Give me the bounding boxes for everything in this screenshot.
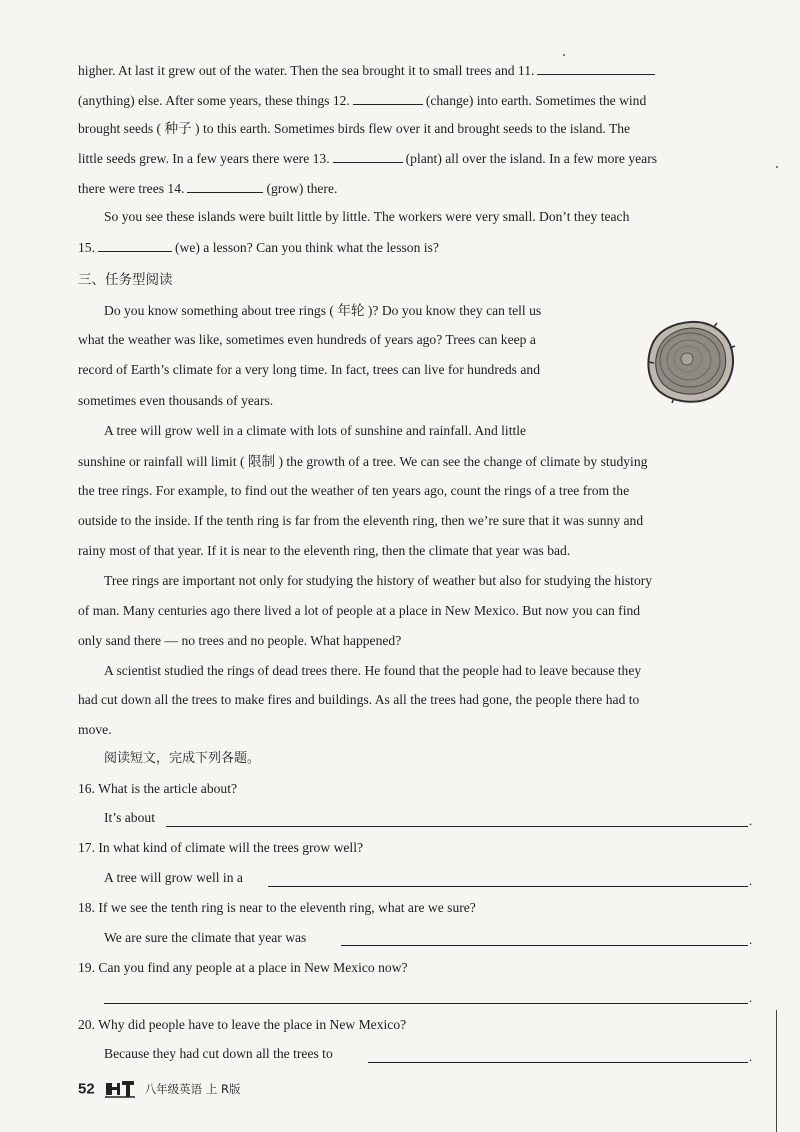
- reading-line: A scientist studied the rings of dead trees there. He found that the people had to leave because they: [104, 663, 642, 678]
- answer-line-16[interactable]: [166, 826, 748, 827]
- question-19: 19. Can you find any people at a place in New Mexico now?: [78, 960, 408, 975]
- blank-11[interactable]: [537, 60, 655, 75]
- answer-end-mark: .: [749, 813, 753, 828]
- scan-speck: [563, 54, 565, 56]
- brand-logo-icon: [103, 1078, 137, 1100]
- blank-15[interactable]: [98, 237, 172, 252]
- reading-line: rainy most of that year. If it is near to the eleventh ring, then the climate that year was bad.: [78, 543, 571, 558]
- tree-ring-illustration: [644, 318, 738, 404]
- page-footer: [78, 1078, 241, 1102]
- passage-line-7: 15. (we) a lesson? Can you think what the lesson is?: [78, 237, 758, 257]
- reading-line: had cut down all the trees to make fires and buildings. As all the trees had gone, the people there had to: [78, 692, 640, 707]
- question-17: 17. In what kind of climate will the trees grow well?: [78, 840, 364, 855]
- blank-14[interactable]: [187, 178, 263, 193]
- blank-12[interactable]: [353, 90, 423, 105]
- passage-line-1: higher. At last it grew out of the water. Then the sea brought it to small trees and 11.: [78, 60, 758, 80]
- reading-line: Tree rings are important not only for studying the history of weather but also for studying the history: [104, 573, 653, 588]
- answer-line-20[interactable]: [368, 1062, 748, 1063]
- answer-end-mark: .: [749, 990, 753, 1005]
- book-title: 八年级英语 上 R版: [144, 1082, 241, 1096]
- page-number: 52: [78, 1080, 95, 1098]
- section-heading: 三、任务型阅读: [78, 272, 173, 288]
- answer-line-18[interactable]: [341, 945, 748, 946]
- reading-line: A tree will grow well in a climate with lots of sunshine and rainfall. And little: [104, 423, 527, 438]
- answer-prompt-18: We are sure the climate that year was: [104, 930, 307, 945]
- reading-line: Do you know something about tree rings ( 年轮 )? Do you know they can tell us: [104, 303, 542, 318]
- answer-end-mark: .: [749, 873, 753, 888]
- question-20: 20. Why did people have to leave the place in New Mexico?: [78, 1017, 407, 1032]
- reading-line: what the weather was like, sometimes even hundreds of years ago? Trees can keep a: [78, 332, 536, 347]
- reading-line: move.: [78, 722, 112, 737]
- reading-line: outside to the inside. If the tenth ring is far from the eleventh ring, then we’re sure that it was sunny and: [78, 513, 644, 528]
- margin-rule: [776, 1010, 777, 1132]
- answer-prompt-17: A tree will grow well in a: [104, 870, 243, 885]
- passage-line-4: little seeds grew. In a few years there were 13. (plant) all over the island. In a few more years: [78, 148, 758, 168]
- reading-line: sometimes even thousands of years.: [78, 393, 274, 408]
- answer-end-mark: .: [749, 1049, 753, 1064]
- passage-line-5: there were trees 14. (grow) there.: [78, 178, 758, 198]
- passage-line-2: (anything) else. After some years, these things 12. (change) into earth. Sometimes the wind: [78, 90, 758, 110]
- answer-line-19[interactable]: [104, 1003, 748, 1004]
- task-instruction: 阅读短文，完成下列各题。: [104, 751, 261, 766]
- answer-line-17[interactable]: [268, 886, 748, 887]
- reading-line: only sand there — no trees and no people. What happened?: [78, 633, 402, 648]
- scan-speck: [776, 166, 778, 168]
- question-18: 18. If we see the tenth ring is near to the eleventh ring, what are we sure?: [78, 900, 476, 915]
- reading-line: the tree rings. For example, to find out the weather of ten years ago, count the rings of a tree from the: [78, 483, 630, 498]
- reading-line: of man. Many centuries ago there lived a lot of people at a place in New Mexico. But now you can find: [78, 603, 641, 618]
- passage-line-6: So you see these islands were built little by little. The workers were very small. Don’t they teach: [104, 209, 630, 224]
- answer-end-mark: .: [749, 932, 753, 947]
- answer-prompt-20: Because they had cut down all the trees to: [104, 1046, 333, 1061]
- passage-line-3: brought seeds ( 种子 ) to this earth. Sometimes birds flew over it and brought seeds to the island. The: [78, 121, 631, 136]
- question-16: 16. What is the article about?: [78, 781, 238, 796]
- blank-13[interactable]: [333, 148, 403, 163]
- reading-line: record of Earth’s climate for a very long time. In fact, trees can live for hundreds and: [78, 362, 541, 377]
- reading-line: sunshine or rainfall will limit ( 限制 ) the growth of a tree. We can see the change of climate by studying: [78, 454, 648, 469]
- answer-prompt-16: It’s about: [104, 810, 155, 825]
